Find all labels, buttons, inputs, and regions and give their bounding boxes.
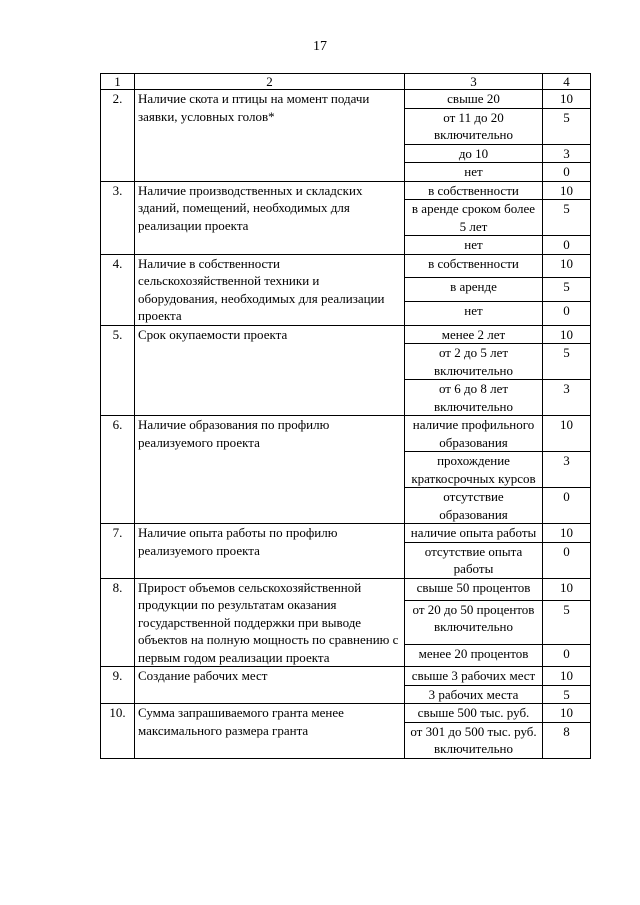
criterion-condition: свыше 50 процентов bbox=[405, 578, 543, 600]
criterion-score: 10 bbox=[543, 667, 591, 686]
table-row bbox=[101, 90, 591, 109]
criterion-condition: в аренде сроком более 5 лет bbox=[405, 200, 543, 236]
criterion-description: Наличие производственных и складских зданий, помещений, необходимых для реализации проекта bbox=[135, 181, 405, 254]
table-header-row bbox=[101, 74, 591, 90]
criterion-description: Создание рабочих мест bbox=[135, 667, 405, 704]
header-cell-2: 2 bbox=[135, 74, 405, 90]
table-row bbox=[101, 578, 591, 600]
table-row bbox=[101, 181, 591, 200]
criterion-condition: от 11 до 20 включительно bbox=[405, 108, 543, 144]
criteria-table bbox=[100, 73, 591, 759]
criterion-description: Наличие образования по профилю реализуемого проекта bbox=[135, 416, 405, 524]
criterion-score: 5 bbox=[543, 108, 591, 144]
table-row bbox=[101, 325, 591, 344]
criterion-condition: 3 рабочих места bbox=[405, 685, 543, 704]
criterion-score: 10 bbox=[543, 416, 591, 452]
criterion-score: 0 bbox=[543, 644, 591, 666]
criterion-condition: наличие опыта работы bbox=[405, 524, 543, 543]
criterion-condition: наличие профильного образования bbox=[405, 416, 543, 452]
criterion-score: 0 bbox=[543, 542, 591, 578]
criterion-condition: нет bbox=[405, 236, 543, 255]
criterion-score: 5 bbox=[543, 200, 591, 236]
criterion-score: 10 bbox=[543, 90, 591, 109]
criterion-score: 10 bbox=[543, 325, 591, 344]
table-row bbox=[101, 704, 591, 723]
criterion-score: 3 bbox=[543, 144, 591, 163]
criterion-condition: до 10 bbox=[405, 144, 543, 163]
criterion-condition: в собственности bbox=[405, 181, 543, 200]
criterion-number: 9. bbox=[101, 667, 135, 704]
criterion-number: 2. bbox=[101, 90, 135, 182]
criterion-score: 5 bbox=[543, 278, 591, 302]
table-row bbox=[101, 416, 591, 452]
criterion-score: 10 bbox=[543, 704, 591, 723]
criterion-score: 5 bbox=[543, 600, 591, 644]
table-row bbox=[101, 667, 591, 686]
header-cell-3: 3 bbox=[405, 74, 543, 90]
criterion-score: 5 bbox=[543, 685, 591, 704]
criterion-condition: от 6 до 8 лет включительно bbox=[405, 380, 543, 416]
criterion-score: 5 bbox=[543, 344, 591, 380]
criterion-number: 4. bbox=[101, 254, 135, 325]
criterion-description: Наличие скота и птицы на момент подачи заявки, условных голов* bbox=[135, 90, 405, 182]
criterion-condition: отсутствие опыта работы bbox=[405, 542, 543, 578]
criterion-score: 0 bbox=[543, 488, 591, 524]
criterion-number: 8. bbox=[101, 578, 135, 667]
table-row bbox=[101, 254, 591, 278]
criterion-condition: отсутствие образования bbox=[405, 488, 543, 524]
criterion-score: 10 bbox=[543, 254, 591, 278]
criterion-condition: от 20 до 50 процентов включительно bbox=[405, 600, 543, 644]
criterion-description: Сумма запрашиваемого гранта менее максимального размера гранта bbox=[135, 704, 405, 759]
criterion-condition: свыше 20 bbox=[405, 90, 543, 109]
criterion-description: Наличие опыта работы по профилю реализуемого проекта bbox=[135, 524, 405, 579]
criterion-number: 5. bbox=[101, 325, 135, 416]
table-row bbox=[101, 524, 591, 543]
criterion-score: 10 bbox=[543, 181, 591, 200]
criterion-condition: в аренде bbox=[405, 278, 543, 302]
criterion-condition: свыше 3 рабочих мест bbox=[405, 667, 543, 686]
criterion-condition: нет bbox=[405, 163, 543, 182]
criterion-score: 3 bbox=[543, 380, 591, 416]
header-cell-1: 1 bbox=[101, 74, 135, 90]
criterion-condition: в собственности bbox=[405, 254, 543, 278]
criterion-score: 0 bbox=[543, 301, 591, 325]
criteria-table-body bbox=[101, 74, 591, 759]
criterion-condition: от 301 до 500 тыс. руб. включительно bbox=[405, 722, 543, 758]
criterion-score: 10 bbox=[543, 524, 591, 543]
criterion-description: Наличие в собственности сельскохозяйственной техники и оборудования, необходимых для реализации проекта bbox=[135, 254, 405, 325]
criterion-number: 3. bbox=[101, 181, 135, 254]
criterion-number: 6. bbox=[101, 416, 135, 524]
criterion-condition: менее 2 лет bbox=[405, 325, 543, 344]
criterion-condition: менее 20 процентов bbox=[405, 644, 543, 666]
criterion-score: 3 bbox=[543, 452, 591, 488]
criterion-condition: свыше 500 тыс. руб. bbox=[405, 704, 543, 723]
criterion-condition: от 2 до 5 лет включительно bbox=[405, 344, 543, 380]
criterion-score: 0 bbox=[543, 236, 591, 255]
criterion-number: 7. bbox=[101, 524, 135, 579]
criterion-score: 0 bbox=[543, 163, 591, 182]
header-cell-4: 4 bbox=[543, 74, 591, 90]
criterion-description: Срок окупаемости проекта bbox=[135, 325, 405, 416]
criterion-score: 10 bbox=[543, 578, 591, 600]
criterion-number: 10. bbox=[101, 704, 135, 759]
criterion-description: Прирост объемов сельскохозяйственной продукции по результатам оказания государственной поддержки при выводе объектов на полную мощность по сравнению с первым годом реализации проекта bbox=[135, 578, 405, 667]
criterion-condition: прохождение краткосрочных курсов bbox=[405, 452, 543, 488]
criterion-condition: нет bbox=[405, 301, 543, 325]
criterion-score: 8 bbox=[543, 722, 591, 758]
page-number: 17 bbox=[313, 39, 327, 54]
